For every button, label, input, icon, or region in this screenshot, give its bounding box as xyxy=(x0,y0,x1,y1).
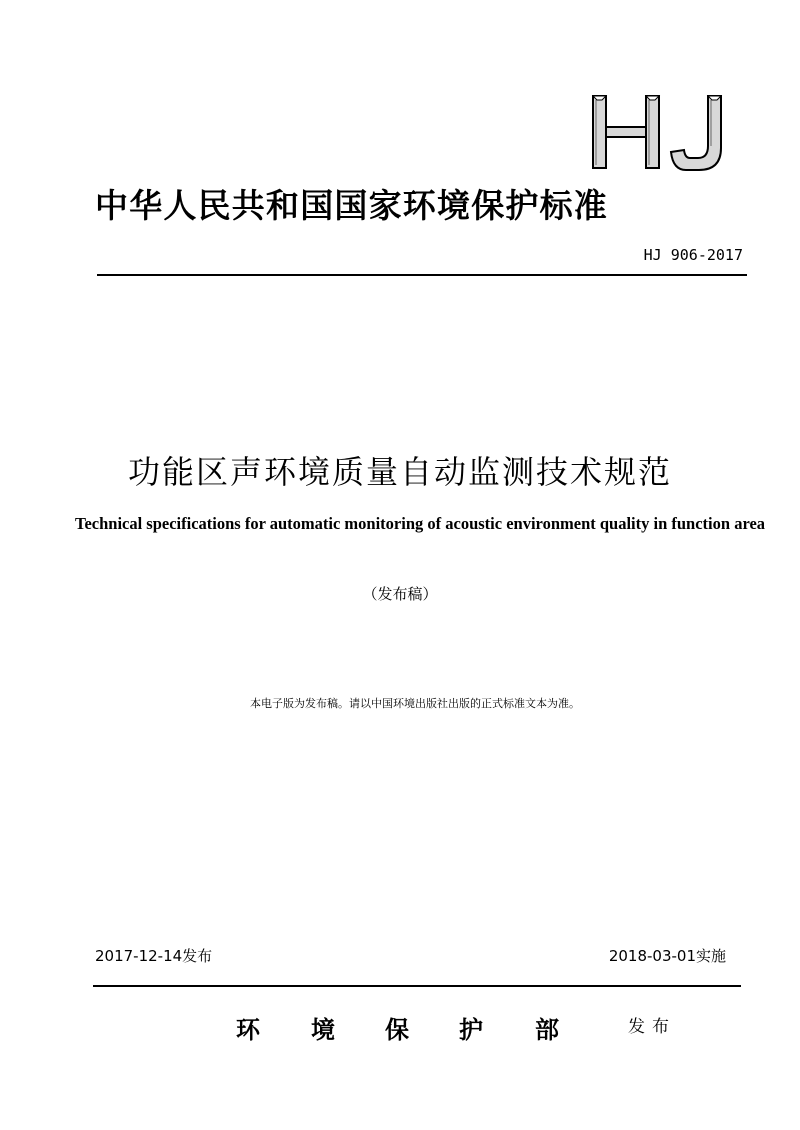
hj-logo-letter-h xyxy=(593,96,659,168)
hj-logo-graphic xyxy=(580,90,730,172)
document-title-english: Technical specifications for automatic monitoring of acoustic environment quality in function area xyxy=(74,514,766,533)
footer-divider xyxy=(93,985,741,987)
ministry-char-4: 护 xyxy=(459,1015,483,1044)
issue-date: 2017-12-14发布 xyxy=(95,947,213,965)
implementation-date: 2018-03-01实施 xyxy=(608,947,726,965)
ministry-char-2: 境 xyxy=(311,1015,335,1044)
standard-number: HJ 906-2017 xyxy=(643,246,743,264)
hj-logo-letter-j xyxy=(671,96,721,170)
header-divider xyxy=(97,274,747,276)
issuer-title: 中华人民共和国国家环境保护标准 xyxy=(95,186,608,225)
document-title-chinese: 功能区声环境质量自动监测技术规范 xyxy=(127,453,672,491)
draft-label: （发布稿） xyxy=(362,585,438,603)
ministry-char-3: 保 xyxy=(385,1015,409,1044)
electronic-version-note: 本电子版为发布稿。请以中国环境出版社出版的正式标准文本为准。 xyxy=(250,697,580,710)
ministry-char-5: 部 xyxy=(535,1015,559,1044)
ministry-char-1: 环 xyxy=(236,1015,260,1044)
hj-logo xyxy=(580,90,730,172)
publish-label: 发布 xyxy=(628,1017,676,1037)
